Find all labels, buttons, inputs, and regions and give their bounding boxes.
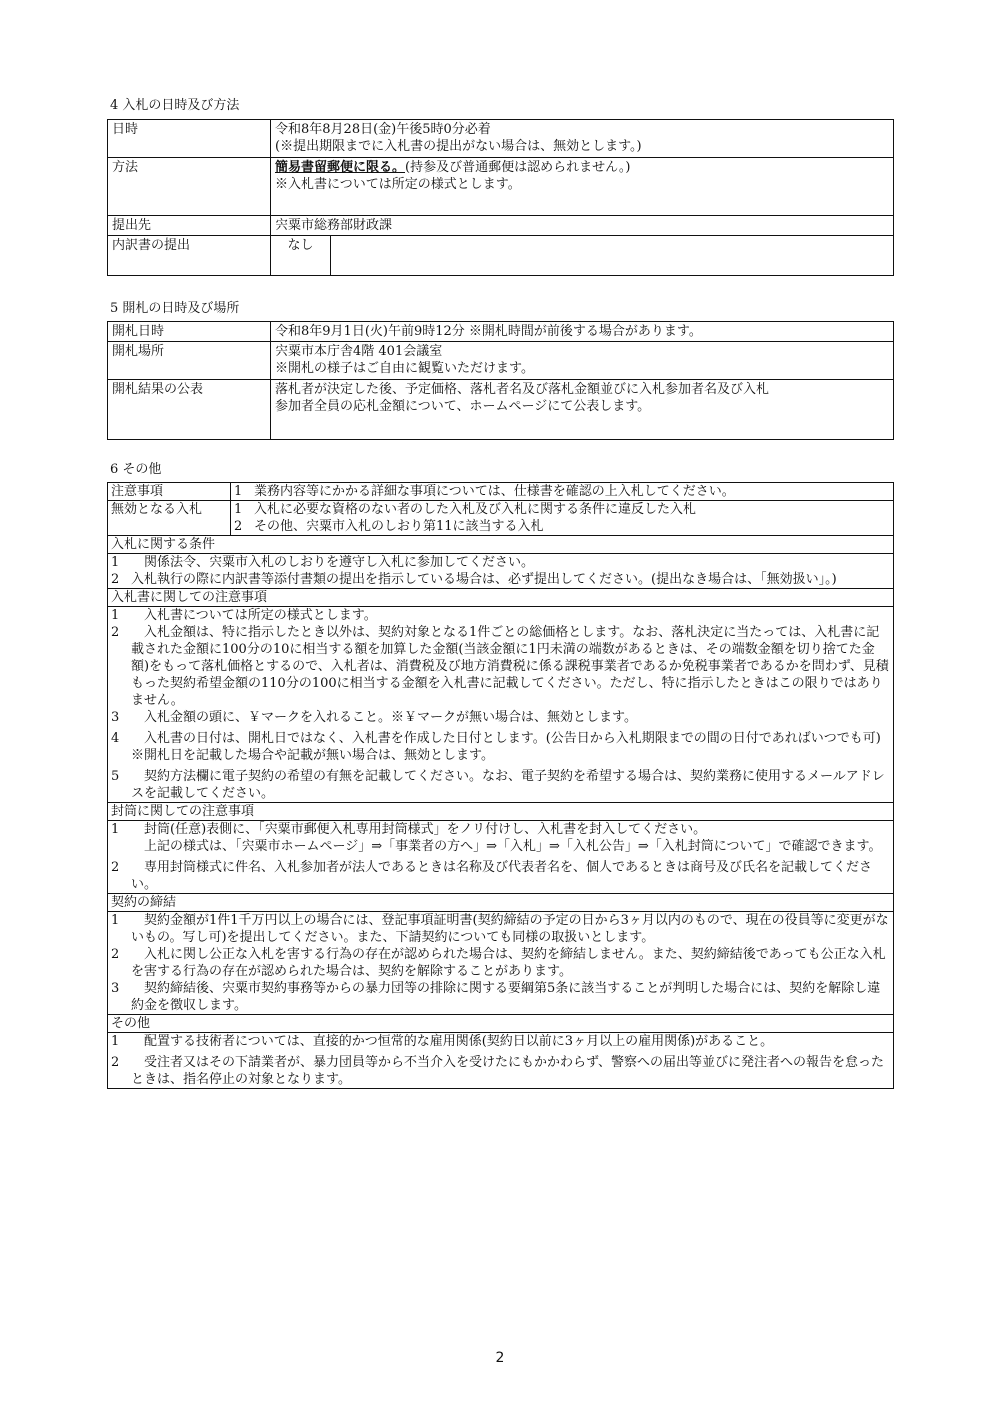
item-text: 契約締結後、宍粟市契約事務等からの暴力団等の排除に関する要綱第5条に該当することが判明した場合には、契約を解除し違約金を徴収します。 — [131, 981, 881, 1013]
group-header-row — [108, 803, 894, 821]
table-row — [108, 380, 894, 440]
row-label: 提出先 — [108, 216, 271, 236]
table-row — [108, 501, 894, 536]
item-text: 入札書の日付は、開札日ではなく、入札書を作成した日付とします。(公告日から入札期限までの間の日付であればいつでも可) ※開札日を記載した場合や記載が無い場合は、無効とします。 — [131, 731, 881, 763]
row-label: 無効となる入札 — [108, 501, 231, 536]
group-header: 契約の締結 — [108, 894, 894, 912]
item-text: 関係法令、宍粟市入札のしおりを遵守し入札に参加してください。 — [144, 555, 535, 570]
group-body — [108, 1033, 894, 1089]
group-header: 入札書に関しての注意事項 — [108, 589, 894, 607]
group-body — [108, 821, 894, 894]
item-number: 1 — [111, 913, 120, 928]
row-label: 注意事項 — [108, 483, 231, 501]
group-body-row — [108, 1033, 894, 1089]
item-number: 1 — [111, 555, 120, 570]
group-body-row — [108, 554, 894, 589]
value-line: 参加者全員の応札金額について、ホームページにて公表します。 — [275, 399, 651, 414]
item-text: 入札に必要な資格のない者のした入札及び入札に関する条件に違反した入札 — [254, 502, 697, 517]
item-text: 入札書については所定の様式とします。 — [144, 608, 377, 623]
item-text: 専用封筒様式に件名、入札参加者が法人であるときは名称及び代表者名を、個人であるときは商号及び氏名を記載してください。 — [131, 860, 873, 892]
value-line: ※開札の様子はご自由に観覧いただけます。 — [275, 361, 534, 376]
group-header: 入札に関する条件 — [108, 536, 894, 554]
table-row — [108, 216, 894, 236]
item-number: 1 — [111, 822, 120, 837]
row-value: 宍粟市総務部財政課 — [271, 216, 894, 236]
item-number: 3 — [111, 981, 120, 996]
empty-cell — [331, 236, 894, 276]
item-text: 入札金額は、特に指示したとき以外は、契約対象となる1件ごとの総価格とします。なお、落札決定に当たっては、入札書に記載された金額に100分の10に相当する額を加算した金額(当該金額に1円未満の端数があるときは、その端数金額を切り捨てた金額)をもって落札価格とするので、入札者は、消費税及び地方消費税に係る課税事業者であるか免税事業者であるかを問わず、見積もった契約希望金額の110分の100に相当する金額を入札書に記載してください。ただし、特に指示したときはこの限りではありません。 — [131, 625, 889, 708]
row-label: 開札日時 — [108, 322, 271, 342]
item-subtext: 上記の様式は、「宍粟市ホームページ」⇒「事業者の方へ」⇒「入札」⇒「入札公告」⇒「入札封筒について」で確認できます。 — [144, 839, 882, 854]
table-row — [108, 483, 894, 501]
value-line: 令和8年8月28日(金)午後5時0分必着 — [275, 122, 491, 137]
row-value — [271, 342, 894, 380]
item-text: 封筒(任意)表側に、「宍粟市郵便入札専用封筒様式」をノリ付けし、入札書を封入してください。 — [144, 822, 707, 837]
value-line: 宍粟市本庁舎4階 401会議室 — [275, 344, 443, 359]
group-header-row — [108, 589, 894, 607]
group-body — [108, 607, 894, 803]
item-number: 2 — [234, 519, 243, 534]
method-emphasis: 簡易書留郵便に限る。 — [275, 160, 406, 175]
opening-table — [107, 321, 894, 440]
row-value — [271, 158, 894, 216]
page-number: 2 — [495, 1350, 505, 1366]
group-body-row — [108, 607, 894, 803]
item-number: 1 — [111, 1034, 120, 1049]
value-line: 落札者が決定した後、予定価格、落札者名及び落札金額並びに入札参加者名及び入札 — [275, 382, 770, 397]
row-label: 方法 — [108, 158, 271, 216]
item-number: 3 — [111, 710, 120, 725]
item-text: その他、宍粟市入札のしおり第11に該当する入札 — [254, 519, 544, 534]
item-number: 4 — [111, 731, 120, 746]
group-header-row — [108, 894, 894, 912]
row-label: 開札結果の公表 — [108, 380, 271, 440]
group-body-row — [108, 912, 894, 1015]
item-number: 2 — [111, 572, 120, 587]
group-body — [108, 912, 894, 1015]
row-value — [271, 380, 894, 440]
item-text: 契約金額が1件1千万円以上の場合には、登記事項証明書(契約締結の予定の日から3ヶ月以内のもので、現在の役員等に変更がないもの。写し可)を提出してください。また、下請契約についても同様の取扱いとします。 — [131, 913, 889, 945]
row-value — [231, 501, 894, 536]
row-label: 開札場所 — [108, 342, 271, 380]
section-6-title: 6 その他 — [110, 462, 162, 477]
item-text: 入札金額の頭に、￥マークを入れること。※￥マークが無い場合は、無効とします。 — [144, 710, 637, 725]
table-row — [108, 342, 894, 380]
item-number: 5 — [111, 769, 120, 784]
group-header-row — [108, 1015, 894, 1033]
group-header-row — [108, 536, 894, 554]
item-text: 契約方法欄に電子契約の希望の有無を記載してください。なお、電子契約を希望する場合は、契約業務に使用するメールアドレスを記載してください。 — [131, 769, 885, 801]
table-row — [108, 120, 894, 158]
bid-method-table — [107, 119, 894, 276]
group-header: その他 — [108, 1015, 894, 1033]
item-number: 2 — [111, 1055, 120, 1070]
item-text: 業務内容等にかかる詳細な事項については、仕様書を確認の上入札してください。 — [254, 484, 735, 499]
row-label: 内訳書の提出 — [108, 236, 271, 276]
table-row — [108, 158, 894, 216]
row-value: 令和8年9月1日(火)午前9時12分 ※開札時間が前後する場合があります。 — [271, 322, 894, 342]
item-text: 受注者又はその下請業者が、暴力団員等から不当介入を受けたにもかかわらず、警察への届出等並びに発注者への報告を怠ったときは、指名停止の対象となります。 — [131, 1055, 884, 1087]
group-header: 封筒に関しての注意事項 — [108, 803, 894, 821]
section-4-title: 4 入札の日時及び方法 — [110, 98, 240, 113]
row-value — [271, 120, 894, 158]
item-number: 2 — [111, 860, 120, 875]
row-label: 日時 — [108, 120, 271, 158]
item-text: 入札執行の際に内訳書等添付書類の提出を指示している場合は、必ず提出してください。(提出なき場合は、「無効扱い」。) — [131, 572, 837, 587]
breakdown-value: なし — [271, 236, 331, 276]
value-line: ※入札書については所定の様式とします。 — [275, 177, 521, 192]
other-notes-table — [107, 482, 894, 1089]
item-number: 2 — [111, 625, 120, 640]
method-note: (持参及び普通郵便は認められません。) — [405, 160, 631, 175]
item-number: 2 — [111, 947, 120, 962]
item-text: 配置する技術者については、直接的かつ恒常的な雇用関係(契約日以前に3ヶ月以上の雇用関係)があること。 — [144, 1034, 774, 1049]
group-body — [108, 554, 894, 589]
section-5-title: 5 開札の日時及び場所 — [110, 301, 240, 316]
item-text: 入札に関し公正な入札を害する行為の存在が認められた場合は、契約を締結しません。また、契約締結後であっても公正な入札を害する行為の存在が認められた場合は、契約を解除することがあります。 — [131, 947, 886, 979]
table-row — [108, 322, 894, 342]
group-body-row — [108, 821, 894, 894]
row-value — [231, 483, 894, 501]
value-line: (※提出期限までに入札書の提出がない場合は、無効とします。) — [275, 139, 642, 154]
item-number: 1 — [234, 502, 243, 517]
table-row — [108, 236, 894, 276]
item-number: 1 — [234, 484, 243, 499]
item-number: 1 — [111, 608, 120, 623]
